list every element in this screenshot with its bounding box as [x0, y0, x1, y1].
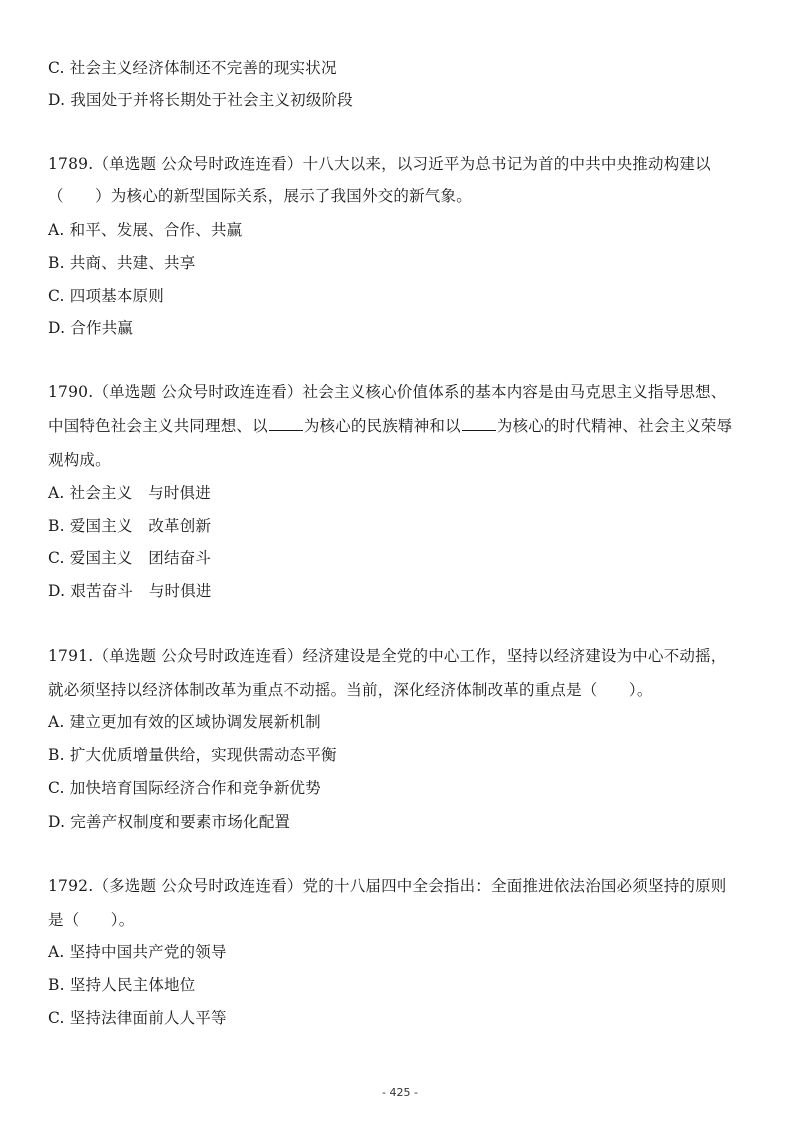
- q1792-option-b: B. 坚持人民主体地位: [48, 976, 196, 994]
- prev-question-option-c: C. 社会主义经济体制还不完善的现实状况: [48, 59, 337, 77]
- q1790-stem-segment-1: 中国特色社会主义共同理想、以: [48, 417, 268, 435]
- q1789-option-d: D. 合作共赢: [48, 319, 134, 337]
- q1789-stem-line2: （ ）为核心的新型国际关系，展示了我国外交的新气象。: [48, 187, 472, 205]
- q1789-stem-line1: 1789.（单选题 公众号时政连连看）十八大以来，以习近平为总书记为首的中共中央推动构建以: [48, 155, 711, 173]
- q1790-option-b: B. 爱国主义 改革创新: [48, 517, 212, 535]
- q1790-stem-line1: 1790.（单选题 公众号时政连连看）社会主义核心价值体系的基本内容是由马克思主义指导思想、: [48, 383, 727, 401]
- q1791-stem-line2: 就必须坚持以经济体制改革为重点不动摇。当前，深化经济体制改革的重点是（ ）。: [48, 681, 653, 699]
- q1792-option-a: A. 坚持中国共产党的领导: [48, 943, 227, 961]
- q1792-stem-line1: 1792.（多选题 公众号时政连连看）党的十八届四中全会指出：全面推进依法治国必须坚持的原则: [48, 877, 727, 895]
- q1791-option-d: D. 完善产权制度和要素市场化配置: [48, 813, 291, 831]
- q1790-option-c: C. 爱国主义 团结奋斗: [48, 549, 212, 567]
- prev-question-option-d: D. 我国处于并将长期处于社会主义初级阶段: [48, 91, 353, 109]
- q1791-stem-line1: 1791.（单选题 公众号时政连连看）经济建设是全党的中心工作，坚持以经济建设为中心不动摇，: [48, 647, 727, 665]
- q1790-stem-segment-3: 为核心的时代精神、社会主义荣辱: [496, 417, 733, 435]
- q1790-option-d: D. 艰苦奋斗 与时俱进: [48, 582, 212, 600]
- q1789-option-c: C. 四项基本原则: [48, 287, 164, 305]
- q1792-option-c: C. 坚持法律面前人人平等: [48, 1009, 227, 1027]
- q1790-stem-line3: 观构成。: [48, 451, 111, 469]
- q1792-stem-line2: 是（ ）。: [48, 911, 135, 929]
- q1791-option-a: A. 建立更加有效的区域协调发展新机制: [48, 713, 321, 731]
- q1790-stem-segment-2: 为核心的民族精神和以: [303, 417, 461, 435]
- page-number: - 425 -: [382, 1086, 418, 1099]
- fill-in-blank-2: [462, 416, 496, 431]
- fill-in-blank-1: [269, 416, 303, 431]
- q1790-stem-line2: [48, 416, 760, 436]
- q1790-option-a: A. 社会主义 与时俱进: [48, 484, 211, 502]
- q1791-option-c: C. 加快培育国际经济合作和竞争新优势: [48, 779, 321, 797]
- q1789-option-b: B. 共商、共建、共享: [48, 254, 196, 272]
- q1791-option-b: B. 扩大优质增量供给，实现供需动态平衡: [48, 746, 337, 764]
- q1789-option-a: A. 和平、发展、合作、共赢: [48, 221, 243, 239]
